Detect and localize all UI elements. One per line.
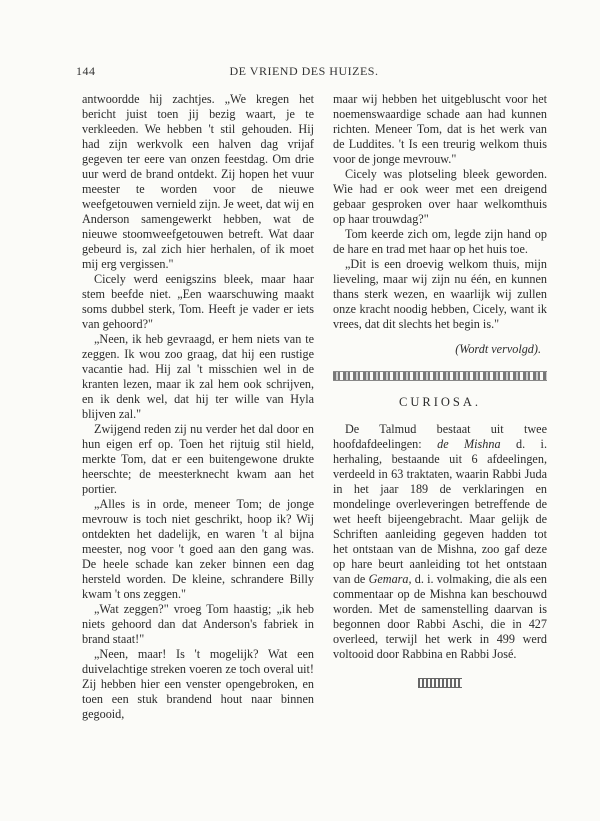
paragraph: „Wat zeggen?" vroeg Tom haastig; „ik heb niets gehoord dan dat Anderson's fabriek in brand staat!" bbox=[82, 602, 314, 646]
italic-term: Gemara, bbox=[368, 572, 412, 586]
paragraph: „Neen, maar! Is 't mogelijk? Wat een duivelachtige streken voeren ze toch overal uit! Zij hebben hier een venster opengebroken, en toen een stuk brandend hout naar binnen gegooid, bbox=[82, 647, 314, 721]
left-column bbox=[82, 92, 314, 722]
section-title: CURIOSA. bbox=[399, 395, 481, 409]
paragraph: Zwijgend reden zij nu verder het dal door en hun eigen erf op. Toen het rijtuig stil hield, merkte Tom, dat er een buitengewone drukte heerschte; de meesterknecht kwam aan het portier. bbox=[82, 422, 314, 496]
text-run: De Talmud bestaat uit twee hoofdafdeelingen: bbox=[333, 422, 547, 451]
to-be-continued: (Wordt vervolgd). bbox=[455, 342, 541, 356]
paragraph: Cicely was plotseling bleek geworden. Wie had er ook weer met een dreigend gebaar gesproken over haar welkomthuis op haar trouwdag?" bbox=[333, 167, 547, 226]
curiosa-paragraph bbox=[333, 422, 547, 662]
end-ornament bbox=[418, 678, 462, 688]
paragraph: antwoordde hij zachtjes. „We kregen het bericht juist toen jij bezig waart, je te verkleeden. We hebben 't stil gehouden. Hij had zijn werkvolk een halven dag vrijaf gegeven ter eere van onzen feestdag. Om drie uur werd de brand ontdekt. Zij hopen het vuur meester te worden voor de nieuwe weefgetouwen vernield zijn. Je weet, dat wij en Anderson samengewerkt hebben, wat de nieuwe stoomweefgetouwen betreft. Wat daar gebeurd is, zal zich hier herhalen, of ik moet mij erg vergissen." bbox=[82, 92, 314, 271]
right-column bbox=[333, 92, 547, 688]
paragraph: „Dit is een droevig welkom thuis, mijn lieveling, maar wij zijn nu één, en kunnen thans sterk wezen, en waarlijk wij zullen onze kracht noodig hebben, Cicely, want ik vrees, dat dit slechts het begin is." bbox=[333, 257, 547, 331]
paragraph: „Alles is in orde, meneer Tom; de jonge mevrouw is toch niet geschrikt, hoop ik? Wij ontdekten het dadelijk, en waren 't al bijna meester, nog voor 't goed aan den gang was. De heele schade kan zeker binnen een dag hersteld worden. De kleine, schrandere Billy kwam 't ons zeggen." bbox=[82, 497, 314, 601]
ornamental-divider bbox=[333, 371, 547, 381]
paragraph: maar wij hebben het uitgebluscht voor het noemenswaardige schade aan had kunnen richten. Meneer Tom, dat is het werk van de Luddites. 't Is een treurig welkom thuis voor de jonge mevrouw." bbox=[333, 92, 547, 166]
page-number: 144 bbox=[76, 64, 96, 78]
italic-term: de Mishna bbox=[437, 437, 501, 451]
text-run: d. i. volmaking, die als een commentaar op de Mishna kan beschouwd worden. Met de samenstelling daarvan is begonnen door Rabbi Aschi, die in 427 overleed, terwijl het werk in 499 werd voltooid door Rabbina en Rabbi José. bbox=[333, 572, 548, 661]
paragraph: „Neen, ik heb gevraagd, er hem niets van te zeggen. Ik wou zoo graag, dat hij een rustige vacantie had. Hij zal 't misschien wel in de kranten lezen, maar ik zal hem ook schrijven, en ik denk wel, dat hij ter wille van Hyla blijven zal." bbox=[82, 332, 314, 421]
paragraph: Cicely werd eenigszins bleek, maar haar stem beefde niet. „Een waarschuwing maakt soms dubbel sterk, Tom. Heeft je vader er iets van gehoord?" bbox=[82, 272, 314, 331]
running-title: DE VRIEND DES HUIZES. bbox=[229, 64, 379, 78]
text-run: d. i. herhaling, bestaande uit 6 afdeelingen, verdeeld in 63 traktaten, waarin Rabbi Juda in het jaar 189 de verklaringen en mondelinge overleveringen betreffende de wet heeft bijeengebracht. Maar gelijk de Schriften aanleiding gegeven hadden tot het ontstaan van de Mishna, zoo gaf deze op hare beurt aanleiding tot het ontstaan van de bbox=[333, 437, 547, 586]
paragraph: Tom keerde zich om, legde zijn hand op de hare en trad met haar op het huis toe. bbox=[333, 227, 547, 256]
